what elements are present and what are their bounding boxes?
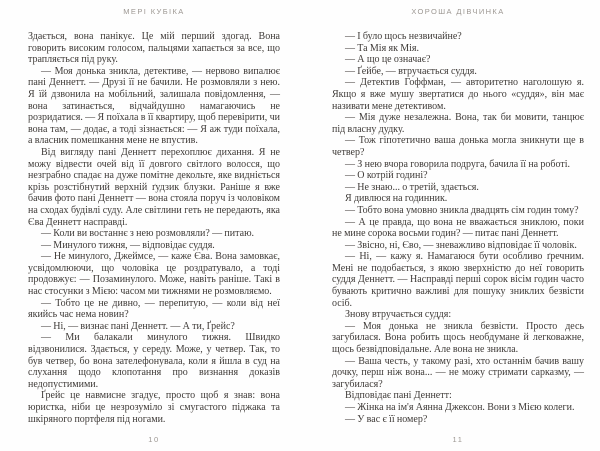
dialogue-line: — Ваша честь, у такому разі, хто останнім бачив вашу дочку, перш ніж вона... — не можу стримати сарказму, — загубилася? — [332, 355, 584, 390]
right-page-body — [332, 31, 584, 425]
dialogue-line: — І було щось незвичайне? — [345, 31, 462, 42]
dialogue-line: — Моя донька не зникла безвісти. Просто десь загубилася. Вона робить щось необдумане й легковажне, щось безвідповідальне. Але вона не зникла. — [332, 320, 584, 356]
dialogue-line: — Ні, — визнає пані Деннетт. — А ти, Ґрейс? — [41, 320, 235, 332]
dialogue-line: — Тож гіпотетично ваша донька могла зникнути ще в четвер? — [332, 135, 584, 158]
dialogue-line: — Жінка на ім'я Аянна Джексон. Вони з Мією колеги. — [345, 402, 575, 413]
dialogue-line: — Не минулого, Джеймсе, — каже Єва. Вона замовкає, усвідомлюючи, що чоловіка це роздратувало, а тоді продовжує: — Позаминулого. Може, навіть раніше. Такі в нас стосунки з Мією: часом ми тижнями не розмовляємо. — [28, 251, 280, 298]
dialogue-line: — Ґейбе, — втручається суддя. — [345, 65, 477, 77]
paragraph: Ґрейс це навмисне згадує, просто щоб я знав: вона юристка, ніби це незрозуміло зі смугастого піджака та шкіряного портфеля під ногами. — [28, 390, 280, 425]
dialogue-line: — Мія дуже незалежна. Вона, так би мовити, танцює під власну дудку. — [332, 112, 584, 135]
running-head-title: ХОРОША ДІВЧИНКА — [411, 7, 505, 16]
dialogue-line: — О котрій годині? — [345, 170, 428, 182]
dialogue-line: — Детектив Гоффман, — авторитетно наголошую я. Якщо я вже мушу звертатися до нього «суддя», він має називати мене детективом. — [332, 77, 584, 112]
dialogue-line: — Та Мія як Мія. — [345, 42, 419, 54]
running-head-author: МЕРІ КУБІКА — [123, 7, 185, 16]
paragraph: Здається, вона панікує. Це мій перший здогад. Вона говорить високим голосом, пальцями хапається за все, що трапляється під руку. — [28, 31, 280, 66]
dialogue-line: — Минулого тижня, — відповідає суддя. — [41, 239, 215, 251]
paragraph: Я дивлюся на годинник. — [345, 193, 448, 205]
dialogue-line: — У вас є її номер? — [345, 413, 428, 425]
dialogue-line: — Моя донька зникла, детективе, — нервово випалює пані Деннетт. — Друзі її не бачили. Не розмовляли з нею. Я їй дзвонила на мобільний, залишала повідомлення, — вона затинається, відчайдушно намагаючись не розридатися. — Я поїхала в її квартиру, щоб перевірити, чи вона там, — додає, а тоді зізнається: — Я аж туди поїхала, а власник помешкання мене не впустив. — [28, 65, 280, 147]
page-number: 10 — [148, 435, 160, 444]
dialogue-line: — Ми балакали минулого тижня. Швидко відзвонилися. Здається, у середу. Може, у четвер. Так, то був четвер, бо вона зателефонувала, коли я йшла в суд на слухання щодо клопотання про визнання доказів недопустимими. — [28, 332, 280, 390]
dialogue-line: — З нею вчора говорила подруга, бачила її на роботі. — [345, 158, 571, 170]
paragraph: Відповідає пані Деннетт: — [345, 390, 452, 402]
left-page-body — [28, 31, 280, 425]
dialogue-line: — Тобто вона умовно зникла двадцять сім годин тому? — [345, 204, 579, 216]
dialogue-line: — Коли ви востаннє з нею розмовляли? — питаю. — [41, 228, 255, 240]
paragraph: Від вигляду пані Деннетт перехоплює дихання. Я не можу відвести очей від її довгого світлого волосся, що незграбно спадає на дуже помітне декольте, яке видніється крізь розстібнутий верхній ґудзик блузки. Раніше я вже бачив фото пані Деннетт — вона стояла поруч із чоловіком на сходах будівлі суду. Але світлини геть не передають, яка Єва Деннетт насправді. — [28, 146, 280, 228]
dialogue-line: — Ні, — кажу я. Намагаюся бути особливо ґречним. Мені не подобається, з якою зверхністю до неї говорить суддя Деннетт. — Насправді перші сорок вісім годин часто бувають критично важливі для пошуку зниклих безвісти осіб. — [332, 251, 584, 309]
left-page — [28, 0, 280, 451]
right-page — [332, 0, 584, 451]
dialogue-line: — Не знаю... о третій, здається. — [345, 181, 479, 193]
dialogue-line: — А це правда, що вона не вважається зниклою, поки не мине сорока восьми годин? — питає пані Деннетт. — [332, 216, 584, 240]
dialogue-line: — Тобто це не дивно, — перепитую, — коли від неї якийсь час нема новин? — [28, 297, 280, 321]
page-number: 11 — [452, 435, 464, 444]
dialogue-line: — А що це означає? — [345, 54, 431, 66]
dialogue-line: — Звісно, ні, Єво, — зневажливо відповідає її чоловік. — [345, 239, 577, 251]
paragraph: Знову втручається суддя: — [345, 309, 452, 321]
